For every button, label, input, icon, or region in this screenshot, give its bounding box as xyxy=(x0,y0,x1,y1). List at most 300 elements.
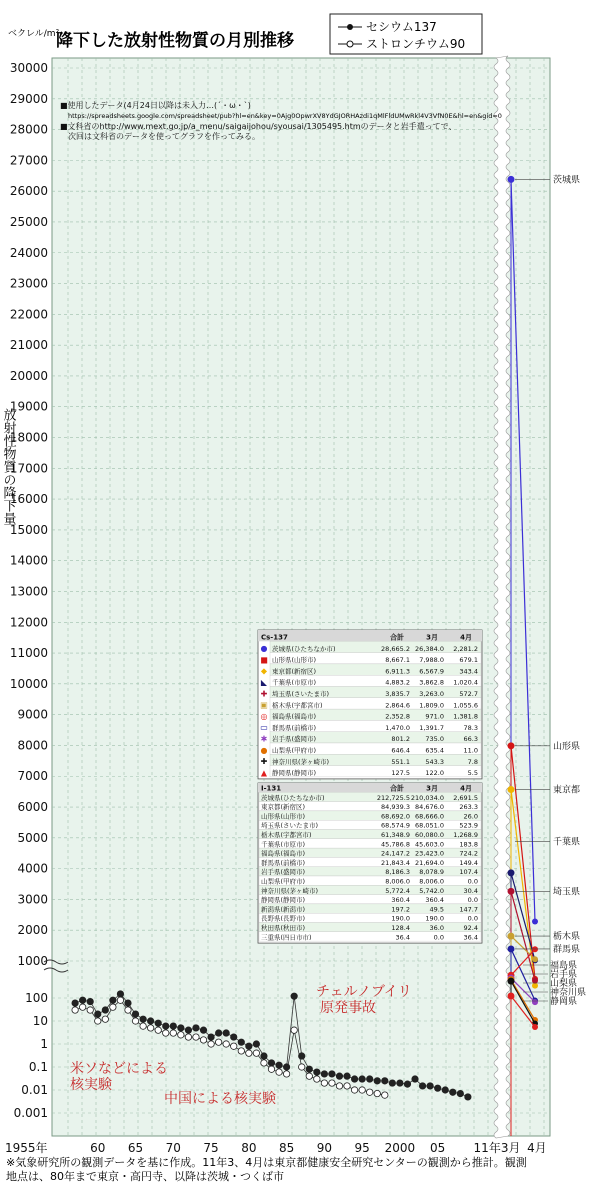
cs137-point xyxy=(147,1018,153,1024)
i131-table-name: 茨城県(ひたちなか市) xyxy=(261,793,325,802)
y-tick-label: 25000 xyxy=(9,214,48,229)
y-tick-label: 0.01 xyxy=(21,1083,48,1097)
pref-point xyxy=(532,956,538,962)
i131-table-name: 埼玉県(さいたま市) xyxy=(261,821,319,830)
cs137-point xyxy=(412,1076,418,1082)
x-tick-label: 65 xyxy=(127,1141,144,1155)
cs137-table-cell: 3,862.8 xyxy=(419,678,444,687)
i131-table-name: 秋田県(秋田市) xyxy=(261,924,306,932)
sr90-point xyxy=(261,1060,267,1066)
sr90-point xyxy=(253,1050,259,1056)
cs137-table-cell: 2,864.6 xyxy=(385,701,410,710)
i131-table-cell: 30.4 xyxy=(463,886,478,895)
i131-table-cell: 5,772.4 xyxy=(385,886,410,895)
cs137-table-header xyxy=(258,630,482,641)
cs137-table-cell: 1,020.4 xyxy=(453,678,478,687)
cs137-point xyxy=(261,1053,267,1059)
i131-table-colhead: 合計 xyxy=(390,784,404,793)
pref-point xyxy=(508,993,515,1000)
cs137-table-cell: 3,263.0 xyxy=(419,690,444,698)
y-tick-label: 9000 xyxy=(17,707,48,722)
i131-table-cell: 24,147.2 xyxy=(381,849,410,858)
y-tick-label: 14000 xyxy=(9,553,48,568)
cs137-table-cell: 343.4 xyxy=(459,667,478,676)
cs137-table-cell: 635.4 xyxy=(425,746,444,755)
cs137-point xyxy=(193,1025,199,1031)
sr90-point xyxy=(140,1023,146,1029)
pref-point xyxy=(532,978,538,984)
cs137-table-name: 山形県(山形市) xyxy=(272,656,317,665)
i131-table-name: 群馬県(前橋市) xyxy=(261,858,306,867)
i131-table-cell: 36.4 xyxy=(395,933,410,942)
cs137-point xyxy=(110,997,116,1003)
cs137-point xyxy=(351,1076,357,1082)
cs137-table-cell: 78.3 xyxy=(463,723,478,732)
legend-label-cs137: セシウム137 xyxy=(366,20,437,34)
i131-table-cell: 60,080.0 xyxy=(415,831,444,839)
x-tick-label: 11年3月 xyxy=(473,1141,521,1155)
sr90-point xyxy=(200,1037,206,1043)
cs137-table-cell: 646.4 xyxy=(391,746,410,755)
cs137-point xyxy=(366,1076,372,1082)
annotation-china: 中国による核実験 xyxy=(164,1091,276,1107)
i131-table-cell: 26.0 xyxy=(463,812,478,821)
i131-table-cell: 183.8 xyxy=(459,840,478,849)
cs137-table-cell: 5.5 xyxy=(467,769,478,778)
sr90-point xyxy=(223,1041,229,1047)
cs137-table-name: 埼玉県(さいたま市) xyxy=(272,690,330,698)
cs137-table-marker: ▭ xyxy=(260,723,268,733)
cs137-table-name: 静岡県(静岡市) xyxy=(272,769,317,778)
i131-table-name: 神奈川県(茅ヶ崎市) xyxy=(261,886,319,895)
x-tick-label: 80 xyxy=(241,1141,257,1155)
cs137-point xyxy=(102,1007,108,1013)
cs137-table-cell: 11.0 xyxy=(463,746,478,755)
cs137-point xyxy=(185,1027,191,1033)
cs137-table-name: 群馬県(前橋市) xyxy=(272,723,317,732)
annotation-chernobyl-1: チェルノブイリ xyxy=(316,984,412,1000)
y-tick-label: 1 xyxy=(40,1037,48,1051)
y-tick-label: 0.1 xyxy=(28,1060,48,1074)
note-line-1: ■使用したデータ(4月24日以降は未入力…(´・ω・`) xyxy=(60,101,251,110)
sr90-point xyxy=(291,1027,297,1033)
chart-title: 降下した放射性物質の月別推移 xyxy=(56,31,294,51)
i131-table-name: 山梨県(甲府市) xyxy=(261,877,306,886)
cs137-table-cell: 66.3 xyxy=(463,735,478,744)
y-tick-label: 11000 xyxy=(9,646,48,661)
i131-table-cell: 190.0 xyxy=(425,914,444,923)
sr90-point xyxy=(276,1069,282,1075)
x-tick-label: 4月 xyxy=(527,1141,547,1155)
pref-label: 福島県 xyxy=(550,961,578,971)
i131-table-cell: 0.0 xyxy=(467,896,478,905)
pref-label: 埼玉県 xyxy=(553,887,581,898)
i131-table-cell: 45,603.0 xyxy=(415,840,444,849)
cs137-table-cell: 26,384.0 xyxy=(415,644,444,653)
cs137-table-cell: 2,281.2 xyxy=(453,644,478,653)
cs137-table-name: 茨城県(ひたちなか市) xyxy=(272,644,336,653)
note-line-3: ■文科省のhttp://www.mext.go.jp/a_menu/saigaijohou/syousai/1305495.htmのデータと岩手遣ってで、 xyxy=(60,122,457,131)
x-tick-labels xyxy=(5,1140,547,1155)
cs137-table-marker: ▲ xyxy=(260,768,268,778)
cs137-table-cell: 735.0 xyxy=(425,735,444,744)
i131-table-cell: 107.4 xyxy=(459,868,478,877)
y-axis-label: 放射性物質の降下量 xyxy=(0,408,16,525)
pref-label: 静岡県 xyxy=(550,997,578,1007)
i131-table-name: 岩手県(盛岡市) xyxy=(261,868,306,877)
i131-table-cell: 23,423.0 xyxy=(415,849,444,858)
sr90-point xyxy=(268,1066,274,1072)
sr90-point xyxy=(125,1007,131,1013)
pref-point xyxy=(508,888,515,895)
sr90-point xyxy=(155,1027,161,1033)
i131-table-cell: 45,786.8 xyxy=(381,840,410,849)
pref-label: 栃木県 xyxy=(553,932,581,943)
cs137-table-cell: 6,567.9 xyxy=(419,667,444,676)
cs137-table-cell: 801.2 xyxy=(391,735,410,744)
cs137-point xyxy=(170,1023,176,1029)
sr90-point xyxy=(351,1087,357,1093)
i131-table-cell: 49.5 xyxy=(429,905,444,914)
i131-table-cell: 1,268.9 xyxy=(453,831,478,839)
x-tick-label: 95 xyxy=(354,1141,370,1155)
cs137-point xyxy=(72,1000,78,1006)
cs137-point xyxy=(253,1041,259,1047)
cs137-table-marker: ◆ xyxy=(260,666,268,676)
cs137-point xyxy=(79,997,85,1003)
i131-table-cell: 0.0 xyxy=(467,877,478,886)
sr90-point xyxy=(102,1016,108,1022)
i131-table-cell: 190.0 xyxy=(391,914,410,923)
sr90-point xyxy=(238,1048,244,1054)
y-tick-label: 0.001 xyxy=(13,1106,48,1120)
cs137-point xyxy=(283,1064,289,1070)
cs137-point xyxy=(321,1071,327,1077)
sr90-point xyxy=(185,1034,191,1040)
legend-marker-sr90 xyxy=(347,41,353,47)
cs137-table-marker: ✱ xyxy=(260,734,268,744)
pref-point xyxy=(532,919,538,925)
pref-label: 群馬県 xyxy=(553,944,581,955)
cs137-point xyxy=(336,1073,342,1079)
pref-point xyxy=(532,1024,538,1030)
y-tick-label: 100 xyxy=(25,991,48,1005)
cs137-table-marker: ✚ xyxy=(260,689,268,699)
pref-point xyxy=(508,869,515,876)
cs137-table-cell: 4,883.2 xyxy=(385,678,410,687)
cs137-point xyxy=(427,1083,433,1089)
y-tick-label: 20000 xyxy=(9,368,48,383)
pref-label: 茨城県 xyxy=(553,175,581,186)
cs137-point xyxy=(329,1071,335,1077)
y-tick-label: 10000 xyxy=(9,676,48,691)
y-tick-label: 3000 xyxy=(17,892,48,907)
pref-label: 神奈川県 xyxy=(550,988,587,998)
cs137-point xyxy=(163,1023,169,1029)
sr90-point xyxy=(382,1092,388,1098)
y-tick-label: 28000 xyxy=(9,122,48,137)
i131-table-cell: 68,574.9 xyxy=(381,821,410,830)
cs137-point xyxy=(442,1087,448,1093)
i131-table-cell: 68,051.0 xyxy=(415,821,444,830)
cs137-point xyxy=(359,1076,365,1082)
i131-table-cell: 8,006.0 xyxy=(419,877,444,886)
i131-table-cell: 84,939.3 xyxy=(381,803,410,812)
i131-table-cell: 147.7 xyxy=(459,905,478,914)
i131-table-title: I-131 xyxy=(261,784,282,793)
sr90-point xyxy=(329,1080,335,1086)
y-tick-label: 8000 xyxy=(17,738,48,753)
i131-table-cell: 0.0 xyxy=(433,933,444,942)
cs137-table-cell: 8,667.1 xyxy=(385,656,410,665)
sr90-point xyxy=(314,1076,320,1082)
note-line-4: 次回は文科省のデータを使ってグラフを作ってみる。 xyxy=(68,132,260,141)
plot-area xyxy=(52,58,550,1136)
y-tick-label: 6000 xyxy=(17,800,48,815)
y-tick-label: 23000 xyxy=(9,276,48,291)
i131-table-cell: 84,676.0 xyxy=(415,803,444,812)
i131-table-cell: 523.9 xyxy=(459,821,478,830)
pref-point xyxy=(508,176,515,183)
annotation-us-soviet-1: 米ソなどによる xyxy=(70,1061,168,1077)
i131-table-cell: 263.3 xyxy=(459,803,478,812)
pref-label: 山形県 xyxy=(553,741,581,752)
cs137-point xyxy=(404,1081,410,1087)
x-tick-label: 90 xyxy=(316,1141,333,1155)
x-tick-label: 05 xyxy=(430,1141,446,1155)
y-tick-label: 21000 xyxy=(9,338,48,353)
i131-table-cell: 0.0 xyxy=(467,914,478,923)
legend-marker-cs137 xyxy=(347,24,353,30)
cs137-point xyxy=(215,1030,221,1036)
sr90-point xyxy=(147,1025,153,1031)
cs137-table-name: 栃木県(宇都宮市) xyxy=(272,701,323,710)
sr90-point xyxy=(178,1032,184,1038)
cs137-point xyxy=(306,1066,312,1072)
sr90-point xyxy=(283,1071,289,1077)
cs137-table-cell: 679.1 xyxy=(459,656,478,665)
cs137-point xyxy=(95,1011,101,1017)
y-tick-label: 24000 xyxy=(9,245,48,260)
cs137-point xyxy=(465,1094,471,1100)
cs137-table-cell: 1,381.8 xyxy=(453,712,478,721)
i131-table-cell: 21,694.0 xyxy=(415,858,444,867)
cs137-table-title: Cs-137 xyxy=(261,633,288,642)
unit-label: ベクレル/m² xyxy=(8,29,60,39)
cs137-point xyxy=(178,1025,184,1031)
cs137-table-cell: 2,352.8 xyxy=(385,712,410,721)
cs137-table-cell: 7.8 xyxy=(467,757,478,766)
sr90-point xyxy=(163,1030,169,1036)
sr90-point xyxy=(344,1083,350,1089)
sr90-point xyxy=(79,1004,85,1010)
y-tick-label: 10 xyxy=(32,1014,48,1028)
i131-table-cell: 36.0 xyxy=(429,924,444,932)
cs137-point xyxy=(450,1089,456,1095)
cs137-point xyxy=(389,1080,395,1086)
i131-table-name: 新潟県(新潟市) xyxy=(261,905,306,914)
cs137-table-name: 千葉県(市原市) xyxy=(272,678,317,687)
cs137-point xyxy=(200,1027,206,1033)
cs137-table-cell: 7,988.0 xyxy=(419,656,444,665)
footer-line-1: ※気象研究所の観測データを基に作成。11年3、4月は東京都健康安全研究センターの観測から推計。観測 xyxy=(6,1156,527,1169)
i131-table-cell: 36.4 xyxy=(463,933,478,942)
sr90-point xyxy=(321,1080,327,1086)
i131-table-cell: 128.4 xyxy=(391,924,410,932)
i131-table-cell: 92.4 xyxy=(463,924,478,932)
i131-table-name: 栃木県(宇都宮市) xyxy=(261,831,312,839)
i131-table-cell: 210,034.0 xyxy=(410,793,444,802)
sr90-point xyxy=(374,1090,380,1096)
cs137-point xyxy=(231,1034,237,1040)
cs137-table-colhead: 合計 xyxy=(390,633,404,642)
cs137-table-marker: ■ xyxy=(260,655,268,665)
cs137-table-cell: 1,055.6 xyxy=(453,701,478,710)
cs137-table-cell: 551.1 xyxy=(391,757,410,766)
cs137-table-cell: 1,809.0 xyxy=(419,701,444,710)
i131-table-cell: 8,078.9 xyxy=(419,868,444,877)
data-tables xyxy=(258,630,482,943)
cs137-point xyxy=(291,993,297,999)
i131-table-cell: 8,006.0 xyxy=(385,877,410,886)
cs137-table-cell: 122.0 xyxy=(425,769,444,778)
cs137-point xyxy=(132,1011,138,1017)
sr90-point xyxy=(208,1041,214,1047)
cs137-table-cell: 543.3 xyxy=(425,757,444,766)
y-tick-label: 26000 xyxy=(9,184,48,199)
cs137-point xyxy=(374,1078,380,1084)
cs137-point xyxy=(457,1090,463,1096)
legend xyxy=(330,14,482,54)
y-tick-label: 27000 xyxy=(9,153,48,168)
x-tick-label: 85 xyxy=(278,1141,295,1155)
annotation-chernobyl-2: 原発事故 xyxy=(320,1000,376,1016)
i131-table-name: 三重県(四日市市) xyxy=(261,933,312,942)
y-tick-label: 29000 xyxy=(9,91,48,106)
i131-table-cell: 197.2 xyxy=(391,905,410,914)
i131-table-colhead: 4月 xyxy=(460,784,472,793)
cs137-point xyxy=(238,1039,244,1045)
i131-table-name: 福島県(福島市) xyxy=(261,849,306,858)
cs137-table-name: 神奈川県(茅ヶ崎市) xyxy=(272,757,330,766)
legend-label-sr90: ストロンチウム90 xyxy=(366,37,466,51)
pref-point xyxy=(532,983,538,989)
sr90-point xyxy=(72,1007,78,1013)
y-tick-label: 16000 xyxy=(9,492,48,507)
sr90-point xyxy=(366,1089,372,1095)
y-tick-label: 5000 xyxy=(17,830,48,845)
cs137-table-cell: 971.0 xyxy=(425,712,444,721)
cs137-point xyxy=(117,991,123,997)
cs137-table-name: 東京都(新宿区) xyxy=(272,667,317,676)
i131-table-cell: 8,186.3 xyxy=(385,868,410,877)
i131-table-cell: 61,348.9 xyxy=(381,831,410,839)
cs137-point xyxy=(223,1030,229,1036)
cs137-table-name: 山梨県(甲府市) xyxy=(272,746,317,755)
cs137-point xyxy=(268,1060,274,1066)
y-tick-label: 30000 xyxy=(9,61,48,75)
pref-point xyxy=(508,933,515,940)
cs137-table-marker: ▣ xyxy=(260,700,268,710)
sr90-point xyxy=(336,1083,342,1089)
cs137-table-cell: 6,911.3 xyxy=(385,667,410,676)
y-tick-label: 15000 xyxy=(9,522,48,537)
y-tick-label: 13000 xyxy=(9,584,48,599)
i131-table-cell: 5,742.0 xyxy=(419,886,444,895)
pref-label: 東京都 xyxy=(553,785,581,796)
sr90-point xyxy=(95,1018,101,1024)
cs137-table-cell: 28,665.2 xyxy=(381,644,410,653)
i131-table-cell: 68,666.0 xyxy=(415,812,444,821)
y-tick-label: 7000 xyxy=(17,769,48,784)
pref-point xyxy=(532,946,538,952)
cs137-point xyxy=(419,1083,425,1089)
cs137-point xyxy=(434,1085,440,1091)
cs137-table-name: 福島県(福島市) xyxy=(272,712,317,721)
cs137-point xyxy=(276,1062,282,1068)
cs137-point xyxy=(397,1080,403,1086)
cs137-table-marker: ✚ xyxy=(260,757,268,767)
cs137-table-marker: ◎ xyxy=(260,711,268,721)
cs137-point xyxy=(155,1020,161,1026)
pref-point xyxy=(508,945,515,952)
sr90-point xyxy=(215,1039,221,1045)
x-tick-label: 75 xyxy=(203,1141,219,1155)
sr90-point xyxy=(132,1018,138,1024)
y-tick-label: 4000 xyxy=(17,861,48,876)
x-tick-label: 60 xyxy=(90,1141,106,1155)
cs137-table-cell: 1,470.0 xyxy=(385,723,410,732)
y-tick-label: 12000 xyxy=(9,615,48,630)
y-tick-label: 17000 xyxy=(9,461,48,476)
cs137-table-cell: 3,835.7 xyxy=(385,690,410,698)
pref-label: 山梨県 xyxy=(550,979,578,989)
sr90-point xyxy=(359,1087,365,1093)
cs137-point xyxy=(208,1034,214,1040)
pref-label: 千葉県 xyxy=(553,837,581,848)
cs137-table-colhead: 4月 xyxy=(460,633,472,642)
x-tick-label: 70 xyxy=(165,1141,181,1155)
x-tick-label: 2000 xyxy=(384,1141,416,1155)
y-tick-label: 22000 xyxy=(9,307,48,322)
cs137-point xyxy=(125,1000,131,1006)
i131-table-name: 静岡県(静岡市) xyxy=(261,896,306,905)
i131-table-header xyxy=(258,783,482,792)
i131-table-cell: 149.4 xyxy=(459,858,478,867)
i131-table-cell: 21,843.4 xyxy=(381,858,410,867)
i131-table-cell: 2,691.5 xyxy=(453,793,478,802)
sr90-point xyxy=(193,1034,199,1040)
i131-table-cell: 212,725.5 xyxy=(376,793,410,802)
i131-table-colhead: 3月 xyxy=(426,784,438,793)
i131-table-cell: 360.4 xyxy=(425,896,444,905)
sr90-point xyxy=(299,1064,305,1070)
cs137-table-marker: ● xyxy=(260,644,268,654)
i131-table-name: 長野県(長野市) xyxy=(261,914,306,923)
pref-point xyxy=(532,999,538,1005)
cs137-table-cell: 1,391.7 xyxy=(419,723,444,732)
y-tick-labels xyxy=(10,61,48,1120)
cs137-table-name: 岩手県(盛岡市) xyxy=(272,735,317,744)
cs137-point xyxy=(299,1053,305,1059)
cs137-point xyxy=(314,1069,320,1075)
cs137-table-colhead: 3月 xyxy=(426,633,438,642)
footer-line-2: 地点は、80年まで東京・高円寺、以降は茨城・つくば市 xyxy=(6,1170,284,1183)
sr90-point xyxy=(231,1043,237,1049)
cs137-table-cell: 127.5 xyxy=(391,769,410,778)
i131-table-cell: 724.2 xyxy=(459,849,478,858)
note-line-2: https://spreadsheets.google.com/spreadsheet/pub?hl=en&key=0Ajg0OpwrXV8YdGJORHAzdi1qMlFldUMwRkl4V3VfN0E&hl=en&gid=0 xyxy=(68,112,502,120)
